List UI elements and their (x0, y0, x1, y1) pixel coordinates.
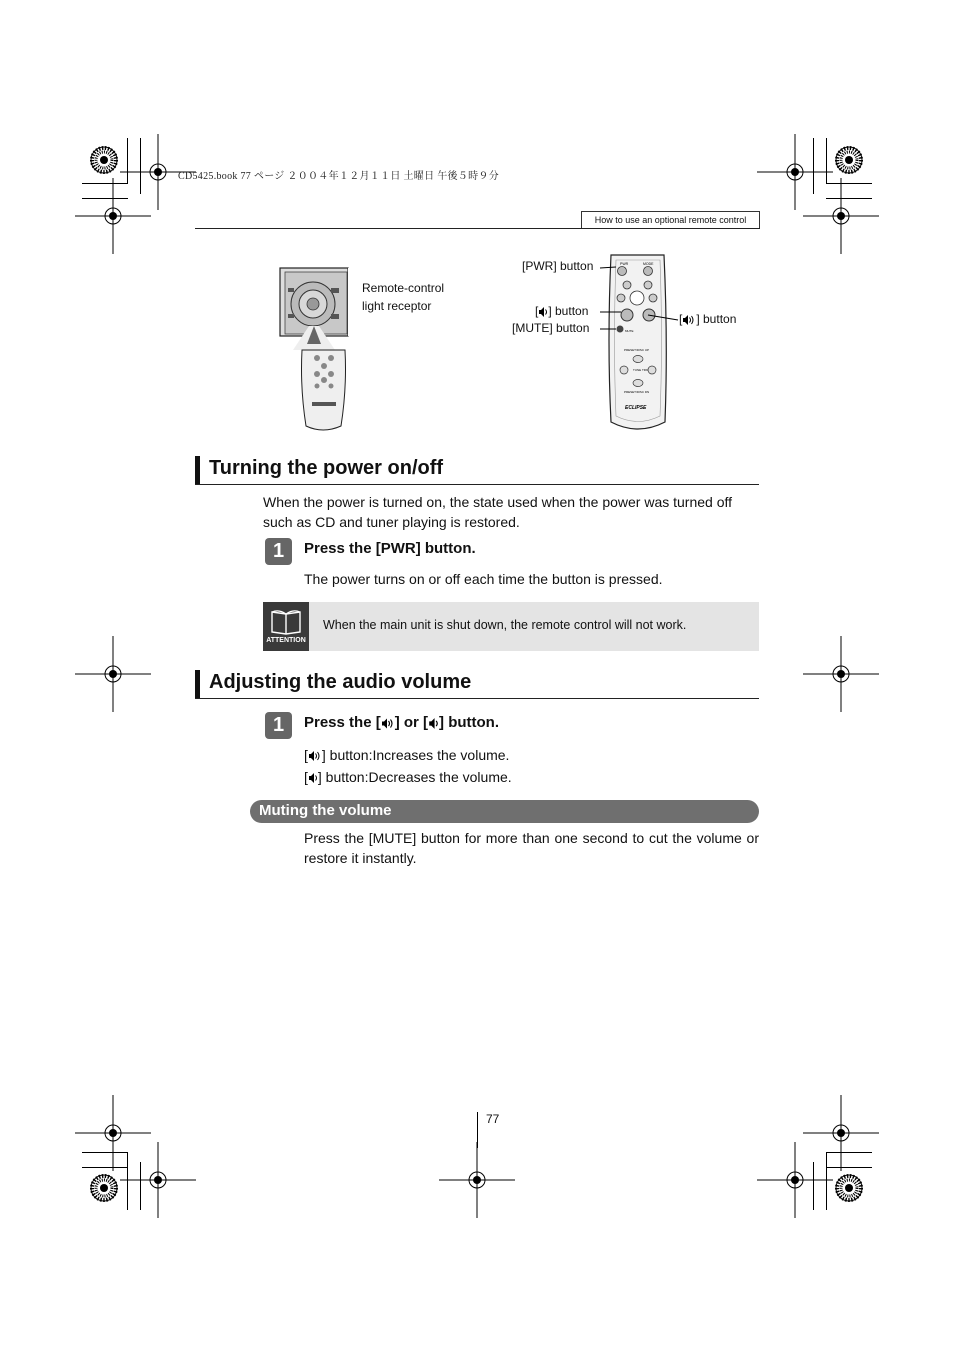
attention-label: ATTENTION (266, 637, 306, 644)
section-bar (195, 456, 200, 484)
step-badge: 1 (265, 538, 292, 565)
step-title-part2: ] or [ (394, 714, 429, 731)
vol-up-label-open: [ (679, 312, 683, 326)
step-badge: 1 (265, 712, 292, 739)
pwr-button-label: [PWR] button (522, 259, 594, 273)
vol-down-desc-text: ] button:Decreases the volume. (317, 769, 512, 785)
vol-up-button-label (679, 312, 736, 327)
section-tab: How to use an optional remote control (581, 211, 760, 229)
vol-down-button-label (535, 304, 588, 319)
remote-key-pwr: PWR (620, 262, 629, 266)
attention-text: When the main unit is shut down, the remote control will not work. (323, 618, 687, 632)
volume-step-title (304, 714, 499, 731)
head-unit-illustration (279, 266, 354, 439)
section-power (195, 456, 759, 485)
vol-up-desc-text: ] button:Increases the volume. (321, 747, 510, 763)
remote-key-preset-up: PRESET/DISC UP (624, 348, 650, 352)
remote-brand-logo: ECLIPSE (625, 405, 647, 411)
volume-up-icon (682, 313, 696, 327)
power-intro: When the power is turned on, the state used when the power was turned off such as CD and tuner playing is restored. (263, 494, 733, 530)
mute-description: Press the [MUTE] button for more than one second to cut the volume or restore it instantly. (304, 830, 759, 866)
step-title: Press the [PWR] button. (304, 540, 476, 557)
receptor-label-line2: light receptor (362, 299, 432, 313)
book-icon (263, 602, 309, 636)
vol-down-label-close: ] button (548, 304, 589, 318)
vol-down-label-open: [ (535, 304, 539, 318)
mute-button-label: [MUTE] button (512, 321, 590, 335)
volume-down-icon (538, 305, 548, 319)
page-number: 77 (486, 1112, 500, 1126)
subsection-title: Muting the volume (259, 802, 392, 819)
section-title: Turning the power on/off (209, 457, 444, 479)
page-number-rule (477, 1112, 478, 1148)
remote-key-tune: TUNE TRK (633, 368, 648, 372)
header-rule (195, 228, 760, 229)
attention-box (263, 602, 759, 651)
vol-down-desc-open: [ (304, 769, 308, 785)
remote-key-mode: MODE (643, 262, 654, 266)
file-info: CD5425.book 77 ページ ２００４年１２月１１日 土曜日 午後５時９分 (178, 171, 499, 182)
volume-up-icon (381, 716, 395, 731)
remote-key-preset-dn: PRESET/DISC DN (624, 390, 650, 394)
step-title-part3: ] button. (439, 714, 500, 731)
volume-down-icon (428, 716, 439, 731)
attention-icon-box (263, 602, 309, 651)
callout-lines (595, 262, 685, 337)
receptor-label-line1: Remote-control (362, 281, 445, 295)
step-title-part1: Press the [ (304, 714, 381, 731)
section-bar (195, 670, 200, 698)
volume-down-icon (308, 771, 318, 785)
step-text: The power turns on or off each time the button is pressed. (304, 571, 663, 587)
section-volume (195, 670, 759, 699)
vol-up-desc-open: [ (304, 747, 308, 763)
subsection-header (250, 800, 759, 823)
vol-up-label-close: ] button (696, 312, 737, 326)
section-title: Adjusting the audio volume (209, 671, 472, 693)
remote-key-mute: MUTE (625, 329, 634, 333)
volume-down-description (304, 767, 512, 787)
volume-up-icon (308, 749, 322, 763)
volume-up-description (304, 745, 509, 765)
